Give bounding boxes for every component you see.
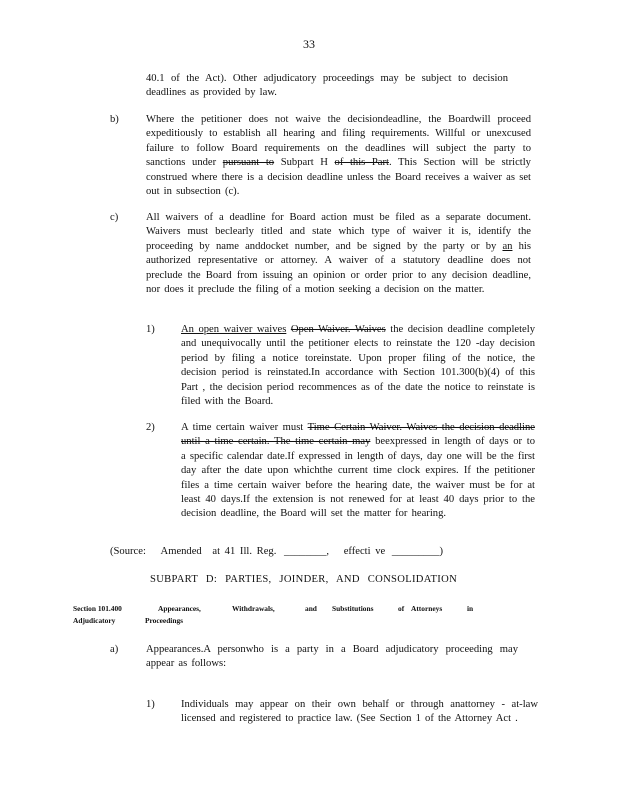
item-a-paragraph: Appearances.A personwho is a party in a Board adjudicatory proceeding may appear as follows:	[146, 644, 518, 670]
section-number: Section 101.400	[73, 604, 122, 613]
section-title-word-4: Substitutions	[332, 604, 374, 613]
page-number: 33	[303, 37, 315, 51]
item-c2-paragraph	[181, 421, 535, 522]
section-title-word-5: of	[398, 604, 405, 613]
item-b-text-3: . This Section will be strictly construed where there is a decision deadline unless the Board receives a waiver as set out in subsection (c).	[146, 157, 531, 198]
source-effective: effecti ve	[343, 546, 386, 557]
section-title-word-3: and	[305, 604, 317, 613]
item-c-inserted-1: an	[502, 240, 513, 252]
item-b-text-2: Subpart H	[274, 157, 335, 169]
item-a-marker: a)	[110, 644, 119, 655]
item-b-text-1: Where the petitioner does not waive the decisiondeadline, the Boardwill proceed expeditiously to establish all hearing and filing requirements. Willful or unexcused failure to follow Board requirements on the deadlines will subject the party to sanctions under	[146, 114, 531, 169]
item-b-deleted-1: pursuant to	[222, 157, 275, 169]
item-c2-marker: 2)	[146, 422, 155, 433]
item-c-text-1: All waivers of a deadline for Board action must be filed as a separate document. Waivers must beclearly titled and state which type of waiver it is, identify the proceeding by name anddocket number, and be signed by the party or by	[146, 212, 531, 252]
source-amended: Amended	[160, 546, 202, 557]
section-title-line2-b: Proceedings	[145, 616, 184, 625]
item-c-text-2: his authorized representative or attorney. A waiver of a statutory deadline does not preclude the Board from issuing an opinion or order prior to any decision deadline, nor does it preclude the filing of a motion seeking a decision on the matter.	[146, 240, 531, 296]
item-a1-paragraph: Individuals may appear on their own behalf or through anattorney - at-law licensed and registered to practice law. (See Section 1 of the Attorney Act .	[181, 699, 538, 725]
source-note	[110, 545, 530, 559]
source-open: (Source:	[110, 546, 146, 557]
source-blank-effective: _________)	[391, 546, 444, 557]
item-c2-text-1: A time certain waiver must	[181, 422, 308, 433]
section-title-line2-a: Adjudicatory	[73, 616, 116, 625]
item-c1-marker: 1)	[146, 324, 155, 335]
section-title-word-7: in	[467, 604, 474, 613]
item-a1-marker: 1)	[146, 699, 155, 710]
item-b-marker: b)	[110, 114, 119, 125]
source-comma: ,	[326, 546, 330, 557]
intro-paragraph: 40.1 of the Act). Other adjudicatory proceedings may be subject to decision deadlines as provided by law.	[146, 73, 508, 99]
source-register: at 41 Ill. Reg.	[212, 546, 277, 557]
item-b-paragraph	[146, 113, 531, 199]
item-c1-inserted-1: An open waiver waives	[181, 324, 287, 335]
item-c-marker: c)	[110, 212, 119, 223]
item-c1-paragraph	[181, 323, 535, 409]
item-c2-deleted-1: Time Certain Waiver. Waives the decision deadline until a time certain. The time certain may	[181, 422, 535, 448]
item-c1-text-1: the decision deadline completely and unequivocally until the petitioner elects to reinstate the 120 -day decision period by filing a notice toreinstate. Upon proper filing of the notice, the decision period is reinstated.In accordance with Section 101.300(b)(4) of this Part , the decision period recommences as of the date the notice to reinstate is filed with the Board.	[181, 324, 535, 408]
section-title-word-6: Attorneys	[411, 604, 443, 613]
section-title-word-1: Appearances,	[158, 604, 201, 613]
item-c1-deleted-1: Open Waiver. Waives	[290, 324, 386, 335]
item-c2-text-2: beexpressed in length of days or to a specific calendar date.If expressed in length of days, day one will be the first day after the date upon whichthe current time clock expires. If the petitioner files a time certain waiver before the hearing date, the waiver must be for at least 40 days.If the extension is not renewed for at least 40 days prior to the decision deadline, the Board will set the matter for hearing.	[181, 436, 535, 520]
item-c-paragraph	[146, 211, 531, 297]
source-blank-register: ________	[284, 546, 327, 557]
item-b-deleted-2: of this Part	[334, 157, 389, 169]
subpart-heading: SUBPART D: PARTIES, JOINDER, AND CONSOLIDATION	[150, 574, 458, 585]
section-title-word-2: Withdrawals,	[232, 604, 275, 613]
